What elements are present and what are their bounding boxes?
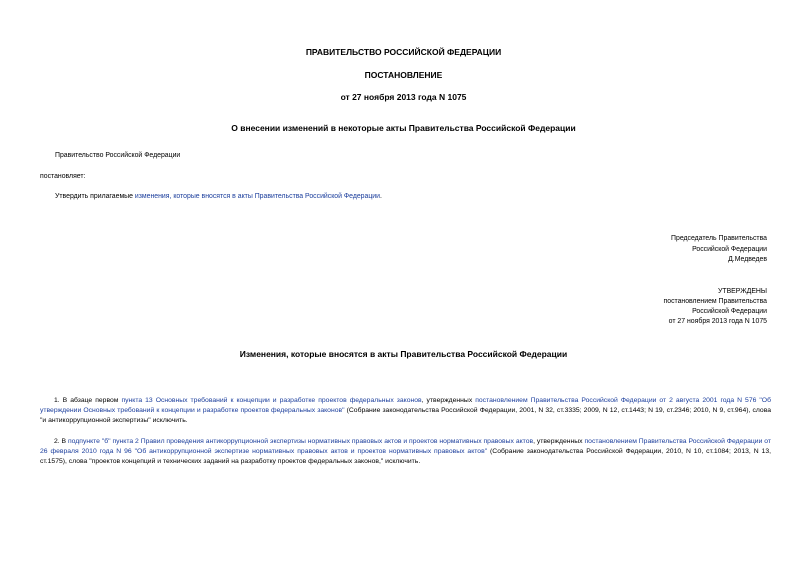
preamble-government: Правительство Российской Федерации	[55, 152, 181, 159]
change-item-1	[40, 396, 771, 426]
government-heading: ПРАВИТЕЛЬСТВО РОССИЙСКОЙ ФЕДЕРАЦИИ	[305, 47, 502, 57]
changes-title: Изменения, которые вносятся в акты Правительства Российской Федерации	[239, 349, 568, 359]
change-1-link-resolution[interactable]: постановлением Правительства Российской Федерации от 2 августа 2001 года N 576 "Об утверждении Основных требований к концепции и разработке проектов федеральных законов"	[40, 396, 771, 414]
change-2-link-resolution[interactable]: постановлением Правительства Российской Федерации от 26 февраля 2010 года N 96 "Об антикоррупционной экспертизе нормативных правовых актов и проектов нормативных правовых актов"	[40, 437, 772, 455]
change-2-text-b: , утвержденных	[533, 437, 585, 445]
signature-name: Д.Медведев	[728, 256, 767, 263]
approval-country: Российской Федерации	[692, 308, 767, 315]
approve-sentence	[55, 193, 382, 200]
approval-date: от 27 ноября 2013 года N 1075	[668, 318, 767, 325]
preamble-resolves: постановляет:	[40, 173, 86, 180]
approve-link[interactable]: изменения, которые вносятся в акты Правительства Российской Федерации	[134, 193, 380, 200]
document-title: О внесении изменений в некоторые акты Правительства Российской Федерации	[231, 123, 576, 133]
approval-stamp: УТВЕРЖДЕНЫ	[718, 288, 767, 295]
approval-resolution: постановлением Правительства	[663, 298, 767, 305]
change-2-text-c: (Собрание законодательства Российской Федерации, 2010, N 10, ст.1084; 2013, N 13, ст.1575), слова "проектов концепций и технических заданий на разработку проектов федеральных законов," исключить.	[40, 447, 771, 465]
change-1-text-a: 1. В абзаце первом	[54, 396, 122, 404]
approve-period: .	[379, 193, 382, 200]
change-2-link-rules[interactable]: подпункте "б" пункта 2 Правил проведения антикоррупционной экспертизы нормативных правовых актов и проектов нормативных правовых актов	[67, 437, 534, 445]
change-1-text-b: , утвержденных	[421, 396, 476, 404]
change-1-text-c: (Собрание законодательства Российской Федерации, 2001, N 32, ст.3335; 2009, N 12, ст.1443; N 19, ст.2346; 2010, N 9, ст.964), слова "и антикоррупционной экспертизы" исключить.	[40, 406, 772, 424]
change-2-text-a: 2. В	[54, 437, 68, 445]
change-1-link-requirements[interactable]: пункта 13 Основных требований к концепции и разработке проектов федеральных законов	[121, 396, 422, 404]
document-type: ПОСТАНОВЛЕНИЕ	[364, 70, 443, 80]
signature-position: Председатель Правительства	[671, 235, 767, 242]
change-item-2	[40, 437, 771, 467]
approve-text: Утвердить прилагаемые	[55, 193, 135, 200]
document-date-number: от 27 ноября 2013 года N 1075	[340, 92, 467, 102]
signature-country: Российской Федерации	[692, 246, 767, 253]
